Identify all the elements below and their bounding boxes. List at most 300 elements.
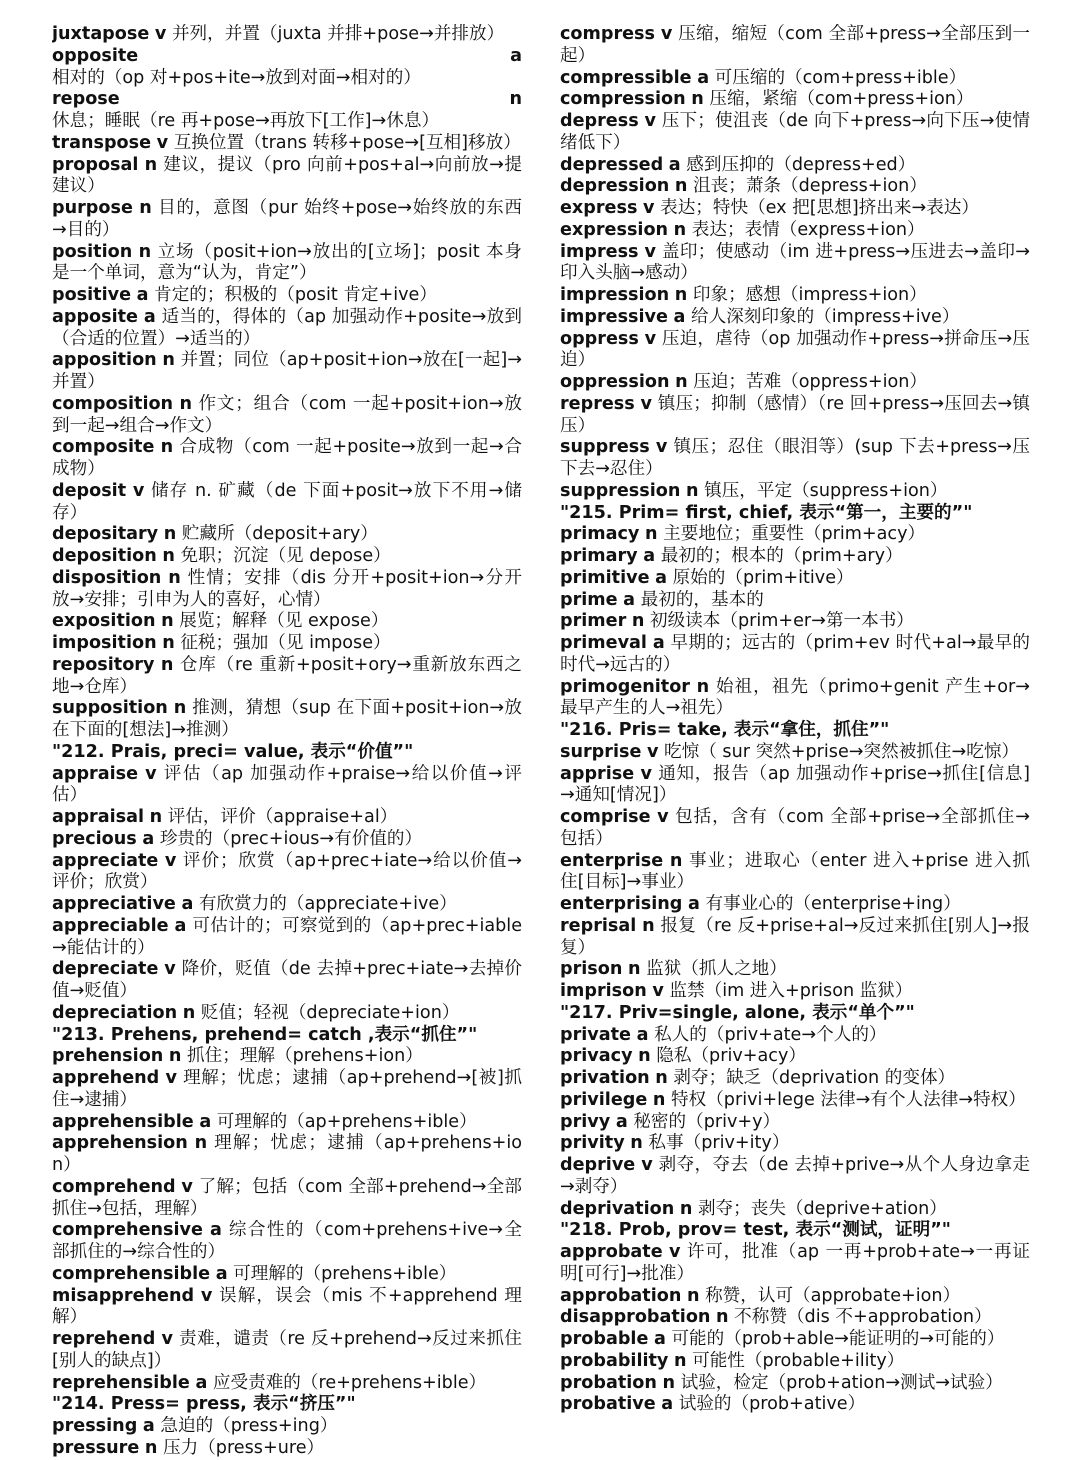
definition: 评估，评价（appraise+al） — [167, 807, 398, 827]
part-of-speech: a — [668, 154, 681, 175]
part-of-speech: n — [160, 437, 174, 458]
definition: 事业；进取心（enter 进入+prise 进入抓住[目标]→事业） — [560, 850, 1030, 893]
headword: enterprising — [560, 894, 683, 914]
vocab-entry — [52, 89, 522, 133]
vocab-entry — [52, 851, 522, 895]
headword: juxtapose — [52, 24, 150, 44]
headword: depression — [560, 176, 670, 197]
part-of-speech: a — [195, 1372, 208, 1393]
vocab-entry — [52, 133, 522, 155]
definition: 理解；忧虑；逮捕（ap+prehens+ion） — [52, 1133, 522, 1175]
definition: 特权（privi+lege 法律→有个人法律→特权） — [671, 1089, 1026, 1110]
definition: 免职；沉淀（见 depose） — [180, 546, 391, 566]
headword: positive — [52, 285, 132, 305]
part-of-speech: v — [640, 393, 652, 414]
definition: 责难，谴责（re 反+prehend→反过来抓住[别人的缺点]） — [52, 1329, 522, 1371]
vocab-entry — [560, 894, 1030, 916]
vocab-entry — [52, 807, 522, 829]
definition: 有事业心的（enterprise+ing） — [705, 894, 961, 914]
part-of-speech: a — [510, 45, 522, 66]
part-of-speech: n — [716, 1307, 729, 1328]
vocab-entry — [52, 285, 522, 307]
part-of-speech: n — [139, 198, 152, 218]
vocab-entry — [560, 1112, 1030, 1134]
vocab-entry — [560, 807, 1030, 851]
part-of-speech: v — [646, 741, 659, 762]
definition: 肯定的；积极的（posit 肯定+ive） — [154, 285, 437, 305]
part-of-speech: n — [162, 546, 175, 566]
headword: compression — [560, 89, 686, 110]
headword: comprehensible — [52, 1263, 211, 1284]
headword: probability — [560, 1350, 669, 1371]
definition: 压缩，缩短（com 全部+press→全部压到一起） — [560, 24, 1030, 66]
vocab-entry — [52, 394, 522, 438]
part-of-speech: v — [165, 1068, 177, 1088]
definition: 合成物（com 一起+posite→放到一起→合成物） — [52, 437, 522, 479]
vocab-entry — [52, 1373, 522, 1395]
section-heading — [52, 1394, 522, 1416]
headword: disapprobation — [560, 1307, 711, 1328]
vocab-entry — [560, 546, 1030, 568]
part-of-speech: n — [163, 524, 177, 545]
headword: prehension — [52, 1046, 164, 1067]
vocab-entry — [52, 894, 522, 916]
definition: 征税；强加（见 impose） — [180, 633, 391, 653]
part-of-speech: n — [673, 1350, 687, 1371]
part-of-speech: n — [144, 154, 158, 175]
headword: reprehend — [52, 1329, 156, 1349]
definition: 性情；安排（dis 分开+posit+ion→分开放→安排；引申为人的喜好，心情） — [52, 567, 522, 610]
definition: 镇压；抑制（感情）（re 回+press→压回去→镇压） — [560, 393, 1030, 436]
headword: apprehend — [52, 1068, 160, 1088]
headword: apprise — [560, 763, 635, 784]
definition: 评价；欣赏（ap+prec+iate→给以价值→评价；欣赏） — [52, 850, 522, 893]
headword: impressive — [560, 306, 668, 327]
headword: disposition — [52, 567, 162, 588]
part-of-speech: v — [641, 1155, 653, 1175]
definition: 应受责难的（re+prehens+ible） — [212, 1372, 487, 1393]
headword: primogenitor — [560, 676, 690, 697]
vocab-entry — [560, 590, 1030, 612]
section-heading — [560, 503, 1030, 525]
headword: misapprehend — [52, 1285, 195, 1306]
vocab-entry — [560, 372, 1030, 394]
headword: precious — [52, 828, 137, 849]
part-of-speech: v — [156, 132, 169, 153]
definition: 相对的（op 对+pos+ite→放到对面→相对的） — [52, 67, 421, 88]
headword: enterprise — [560, 850, 664, 871]
definition: 剥夺，夺去（de 去掉+prive→从个人身边拿走→剥夺） — [560, 1155, 1030, 1197]
part-of-speech: n — [655, 1068, 668, 1088]
headword: supposition — [52, 698, 168, 719]
definition: 急迫的（press+ing） — [160, 1416, 338, 1436]
headword: depositary — [52, 524, 159, 545]
vocab-entry — [560, 1199, 1030, 1221]
part-of-speech: v — [644, 328, 657, 349]
vocab-entry — [560, 1329, 1030, 1351]
headword: primary — [560, 546, 638, 566]
headword: privity — [560, 1133, 625, 1154]
definition: 私人的（priv+ate→个人的） — [654, 1024, 887, 1045]
definition: 给人深刻印象的（impress+ive） — [691, 306, 960, 327]
headword: express — [560, 198, 638, 218]
definition: 立场（posit+ion→放出的[立场]；posit 本身是一个单词，意为“认为，肯定”） — [52, 241, 522, 284]
headword: depress — [560, 111, 639, 131]
headword: primacy — [560, 524, 640, 545]
definition: 剥夺；丧失（deprive+ation） — [697, 1198, 947, 1219]
part-of-speech: n — [691, 89, 704, 110]
definition: 通知，报告（ap 加强动作+prise→抓住[信息]→通知[情况]） — [560, 763, 1030, 806]
headword: appreciate — [52, 850, 159, 871]
vocab-entry — [52, 1220, 522, 1264]
part-of-speech: a — [661, 1394, 674, 1415]
part-of-speech: v — [644, 241, 656, 262]
headword: depressed — [560, 154, 664, 175]
vocab-entry — [560, 1068, 1030, 1090]
definition: 吃惊（ sur 突然+prise→突然被抓住→吃惊） — [664, 741, 1020, 762]
part-of-speech: n — [679, 1198, 693, 1219]
vocab-entry — [560, 568, 1030, 590]
vocab-entry — [52, 633, 522, 655]
definition: 了解；包括（com 全部+prehend→全部抓住→包括，理解） — [52, 1176, 522, 1219]
headword: expression — [560, 219, 669, 240]
headword: primitive — [560, 567, 650, 588]
definition: 主要地位；重要性（prim+acy） — [663, 524, 926, 545]
headword: purpose — [52, 198, 133, 218]
headword: depreciate — [52, 959, 159, 980]
section-heading — [52, 1025, 522, 1047]
part-of-speech: a — [199, 1111, 212, 1132]
vocab-entry — [560, 1307, 1030, 1329]
part-of-speech: v — [164, 850, 177, 871]
definition: 贬值；轻视（depreciate+ion） — [200, 1002, 460, 1023]
definition: 秘密的（priv+y） — [633, 1111, 781, 1132]
vocab-entry — [560, 959, 1030, 981]
vocab-entry — [52, 24, 522, 46]
vocab-entry — [560, 633, 1030, 677]
headword: composite — [52, 437, 155, 458]
definition: 抓住；理解（prehens+ion） — [187, 1046, 423, 1067]
vocab-entry — [560, 677, 1030, 721]
vocab-entry — [560, 176, 1030, 198]
definition: 称赞，认可（approbate+ion） — [705, 1285, 961, 1306]
definition: 监禁（im 进入+prison 监狱） — [669, 981, 913, 1001]
definition: 误解，误会（mis 不+apprehend 理解） — [52, 1285, 522, 1328]
part-of-speech: n — [162, 350, 175, 371]
vocab-entry — [560, 220, 1030, 242]
definition: 压迫，虐待（op 加强动作+press→拼命压→压迫） — [560, 328, 1030, 371]
vocab-entry — [560, 329, 1030, 373]
headword: repository — [52, 654, 155, 675]
vocab-entry — [560, 68, 1030, 90]
vocab-entry — [560, 764, 1030, 808]
vocab-entry — [52, 568, 522, 612]
definition: 降价，贬值（de 去掉+prec+iate→去掉价值→贬值） — [52, 959, 522, 1001]
headword: privation — [560, 1068, 650, 1088]
vocab-entry — [52, 307, 522, 351]
section-heading-text: "216. Pris= take, 表示“拿住，抓住”" — [560, 720, 890, 740]
definition: 隐私（priv+acy） — [656, 1046, 806, 1067]
part-of-speech: v — [132, 480, 145, 501]
definition: 感到压抑的（depress+ed） — [686, 154, 916, 175]
headword: comprise — [560, 807, 651, 827]
part-of-speech: a — [636, 1024, 649, 1045]
headword: suppression — [560, 480, 681, 501]
definition: 展览；解释（见 expose） — [179, 611, 389, 632]
headword: apprehension — [52, 1133, 188, 1154]
section-heading — [560, 720, 1030, 742]
vocab-entry — [52, 1177, 522, 1221]
part-of-speech: a — [688, 894, 700, 914]
definition: 镇压；忍住（眼泪等）(sup 下去+press→压下去→忍住） — [560, 437, 1030, 479]
part-of-speech: n — [662, 1372, 676, 1393]
vocab-entry — [560, 611, 1030, 633]
part-of-speech: a — [623, 589, 636, 610]
headword: impress — [560, 241, 639, 262]
headword: opposite — [52, 45, 139, 66]
definition: 休息；睡眠（re 再+pose→再放下[工作]→休息） — [52, 111, 440, 131]
headword: probation — [560, 1372, 657, 1393]
headword: prison — [560, 959, 623, 980]
part-of-speech: n — [509, 89, 522, 110]
part-of-speech: a — [143, 306, 156, 327]
headword: deposition — [52, 546, 157, 566]
part-of-speech: n — [642, 915, 655, 936]
vocab-entry — [560, 307, 1030, 329]
vocab-entry — [52, 437, 522, 481]
definition: 镇压，平定（suppress+ion） — [704, 480, 948, 501]
definition: 推测，猜想（sup 在下面+posit+ion→放在下面的[想法]→推测） — [52, 698, 522, 740]
vocab-entry — [52, 198, 522, 242]
definition: 包括，含有（com 全部+prise→全部抓住→包括） — [560, 807, 1030, 849]
vocab-entry — [52, 916, 522, 960]
headword: privy — [560, 1111, 611, 1132]
vocab-entry — [560, 437, 1030, 481]
definition: 仓库（re 重新+posit+ory→重新放东西之地→仓库） — [52, 654, 522, 697]
part-of-speech: v — [200, 1285, 213, 1306]
definition: 不称赞（dis 不+approbation） — [734, 1307, 992, 1328]
part-of-speech: n — [149, 807, 163, 827]
headword: suppress — [560, 437, 650, 458]
headword: probative — [560, 1394, 656, 1415]
definition: 监狱（抓人之地） — [646, 959, 787, 980]
section-heading — [560, 1003, 1030, 1025]
vocab-entry — [560, 1373, 1030, 1395]
vocab-entry — [560, 89, 1030, 111]
headword: exposition — [52, 611, 156, 632]
definition: 综合性的（com+prehens+ive→全部抓住的→综合性的） — [52, 1220, 522, 1262]
definition: 可能性（probable+ility） — [692, 1350, 905, 1371]
definition: 建议，提议（pro 向前+pos+al→向前放→提建议） — [52, 154, 522, 197]
part-of-speech: v — [154, 24, 167, 44]
vocab-entry — [52, 524, 522, 546]
part-of-speech: n — [631, 611, 645, 632]
vocab-entry — [52, 611, 522, 633]
section-heading-text: "214. Press= press, 表示“挤压”" — [52, 1394, 356, 1415]
part-of-speech: a — [652, 633, 665, 653]
part-of-speech: v — [640, 763, 652, 784]
headword: reprisal — [560, 915, 637, 936]
vocab-entry — [52, 1329, 522, 1373]
headword: repose — [52, 89, 120, 110]
headword: proposal — [52, 154, 139, 175]
vocab-entry — [560, 481, 1030, 503]
headword: appraisal — [52, 807, 145, 827]
vocab-entry — [52, 1112, 522, 1134]
part-of-speech: a — [643, 546, 656, 566]
headword: repress — [560, 393, 635, 414]
part-of-speech: a — [142, 1416, 155, 1436]
vocab-entry — [52, 1438, 522, 1460]
part-of-speech: n — [168, 567, 181, 588]
definition: 表达；表情（express+ion） — [691, 219, 925, 240]
headword: comprehensive — [52, 1220, 203, 1241]
section-heading-text: "218. Prob, prov= test, 表示“测试，证明”" — [560, 1220, 951, 1241]
part-of-speech: v — [652, 981, 664, 1001]
part-of-speech: v — [181, 1176, 193, 1197]
headword: reprehensible — [52, 1372, 190, 1393]
headword: primeval — [560, 633, 647, 653]
part-of-speech: n — [652, 1089, 666, 1110]
definition: 贮藏所（deposit+ary） — [181, 524, 378, 545]
vocab-entry — [52, 829, 522, 851]
part-of-speech: v — [145, 763, 157, 784]
definition: 原始的（prim+itive） — [672, 567, 854, 588]
part-of-speech: n — [674, 176, 688, 197]
headword: compressible — [560, 67, 692, 88]
vocab-entry — [52, 546, 522, 568]
definition: 可理解的（prehens+ible） — [233, 1263, 457, 1284]
part-of-speech: n — [685, 480, 699, 501]
headword: position — [52, 241, 133, 262]
definition: 可压缩的（com+press+ible） — [714, 67, 967, 88]
vocab-entry — [52, 1416, 522, 1438]
part-of-speech: n — [138, 241, 152, 262]
vocab-entry — [560, 742, 1030, 764]
part-of-speech: a — [209, 1220, 222, 1241]
headword: surprise — [560, 741, 642, 762]
vocab-entry — [560, 198, 1030, 220]
part-of-speech: a — [136, 285, 149, 305]
definition: 盖印；使感动（im 进+press→压进去→盖印→印入头脑→感动） — [560, 241, 1030, 284]
part-of-speech: n — [179, 393, 193, 414]
vocab-entry — [52, 1068, 522, 1112]
vocab-entry — [52, 764, 522, 808]
vocab-entry — [52, 1286, 522, 1330]
definition: 有欣赏力的（appreciate+ive） — [198, 894, 457, 914]
headword: transpose — [52, 132, 152, 153]
definition: 私事（priv+ity） — [648, 1133, 790, 1154]
part-of-speech: a — [653, 1329, 666, 1349]
part-of-speech: n — [669, 850, 683, 871]
definition: 试验的（prob+ative） — [678, 1394, 866, 1415]
definition: 理解；忧虑；逮捕（ap+prehend→[被]抓住→逮捕） — [52, 1068, 522, 1110]
vocab-entry — [560, 285, 1030, 307]
headword: apposition — [52, 350, 157, 371]
vocab-entry — [560, 851, 1030, 895]
headword: pressing — [52, 1416, 138, 1436]
vocab-entry — [52, 155, 522, 199]
vocab-entry — [52, 698, 522, 742]
headword: deposit — [52, 480, 127, 501]
definition: 评估（ap 加强动作+praise→给以价值→评估） — [52, 763, 522, 806]
definition: 始祖，祖先（primo+genit 产生+or→最早产生的人→祖先） — [560, 676, 1030, 719]
section-heading — [560, 1220, 1030, 1242]
definition: 最初的，基本的 — [640, 589, 764, 610]
vocab-entry — [52, 242, 522, 286]
definition: 作文；组合（com 一起+posit+ion→放到一起→组合→作文） — [52, 393, 522, 436]
headword: prime — [560, 589, 618, 610]
headword: comprehend — [52, 1176, 176, 1197]
section-heading-text: "213. Prehens, prehend= catch ,表示“抓住”" — [52, 1024, 478, 1045]
vocab-entry — [52, 350, 522, 394]
vocab-entry — [560, 1025, 1030, 1047]
part-of-speech: n — [160, 654, 174, 675]
headword: oppress — [560, 328, 639, 349]
vocab-entry — [560, 1133, 1030, 1155]
definition: 可能的（prob+able→能证明的→可能的） — [671, 1329, 1005, 1349]
section-heading-text: "212. Prais, preci= value, 表示“价值”" — [52, 741, 414, 762]
definition: 互换位置（trans 转移+pose→[互相]移放） — [173, 132, 521, 153]
definition: 压迫；苦难（oppress+ion） — [693, 372, 928, 392]
part-of-speech: n — [674, 285, 688, 305]
definition: 早期的；远古的（prim+ev 时代+al→最早的时代→远古的） — [560, 633, 1030, 675]
part-of-speech: n — [675, 372, 688, 392]
vocab-entry — [560, 1286, 1030, 1308]
vocab-entry — [560, 524, 1030, 546]
definition: 剥夺；缺乏（deprivation 的变体） — [673, 1068, 956, 1088]
definition: 试验，检定（prob+ation→测试→试验） — [680, 1372, 1003, 1393]
definition: 最初的；根本的（prim+ary） — [660, 546, 903, 566]
part-of-speech: a — [181, 894, 194, 914]
definition: 可估计的；可察觉到的（ap+prec+iable→能估计的） — [52, 915, 522, 958]
part-of-speech: v — [161, 1329, 173, 1349]
headword: depreciation — [52, 1002, 178, 1023]
part-of-speech: n — [168, 1046, 182, 1067]
headword: compress — [560, 24, 655, 44]
part-of-speech: n — [194, 1133, 208, 1154]
headword: deprivation — [560, 1198, 675, 1219]
vocab-entry — [560, 242, 1030, 286]
vocab-entry — [52, 655, 522, 699]
definition: 适当的，得体的（ap 加强动作+posite→放到（合适的位置）→适当的） — [52, 306, 522, 349]
vocab-entry — [560, 111, 1030, 155]
vocab-entry — [560, 916, 1030, 960]
vocab-entry — [560, 1242, 1030, 1286]
part-of-speech: n — [161, 611, 174, 632]
section-heading — [52, 742, 522, 764]
vocab-entry — [560, 1394, 1030, 1416]
part-of-speech: n — [627, 959, 641, 980]
part-of-speech: a — [215, 1263, 228, 1284]
part-of-speech: a — [673, 306, 686, 327]
part-of-speech: v — [644, 111, 656, 131]
vocab-entry — [560, 1155, 1030, 1199]
vocab-entry — [52, 481, 522, 525]
headword: composition — [52, 393, 174, 414]
headword: pressure — [52, 1437, 140, 1458]
part-of-speech: a — [142, 828, 155, 849]
part-of-speech: n — [182, 1002, 196, 1023]
vocab-entry — [52, 959, 522, 1003]
part-of-speech: v — [660, 24, 673, 44]
headword: appreciative — [52, 894, 176, 914]
right-column — [560, 24, 1030, 1460]
definition: 可理解的（ap+prehens+ible） — [216, 1111, 477, 1132]
vocab-entry — [560, 394, 1030, 438]
definition: 并列，并置（juxta 并排+pose→并排放） — [171, 24, 505, 44]
headword: primer — [560, 611, 627, 632]
